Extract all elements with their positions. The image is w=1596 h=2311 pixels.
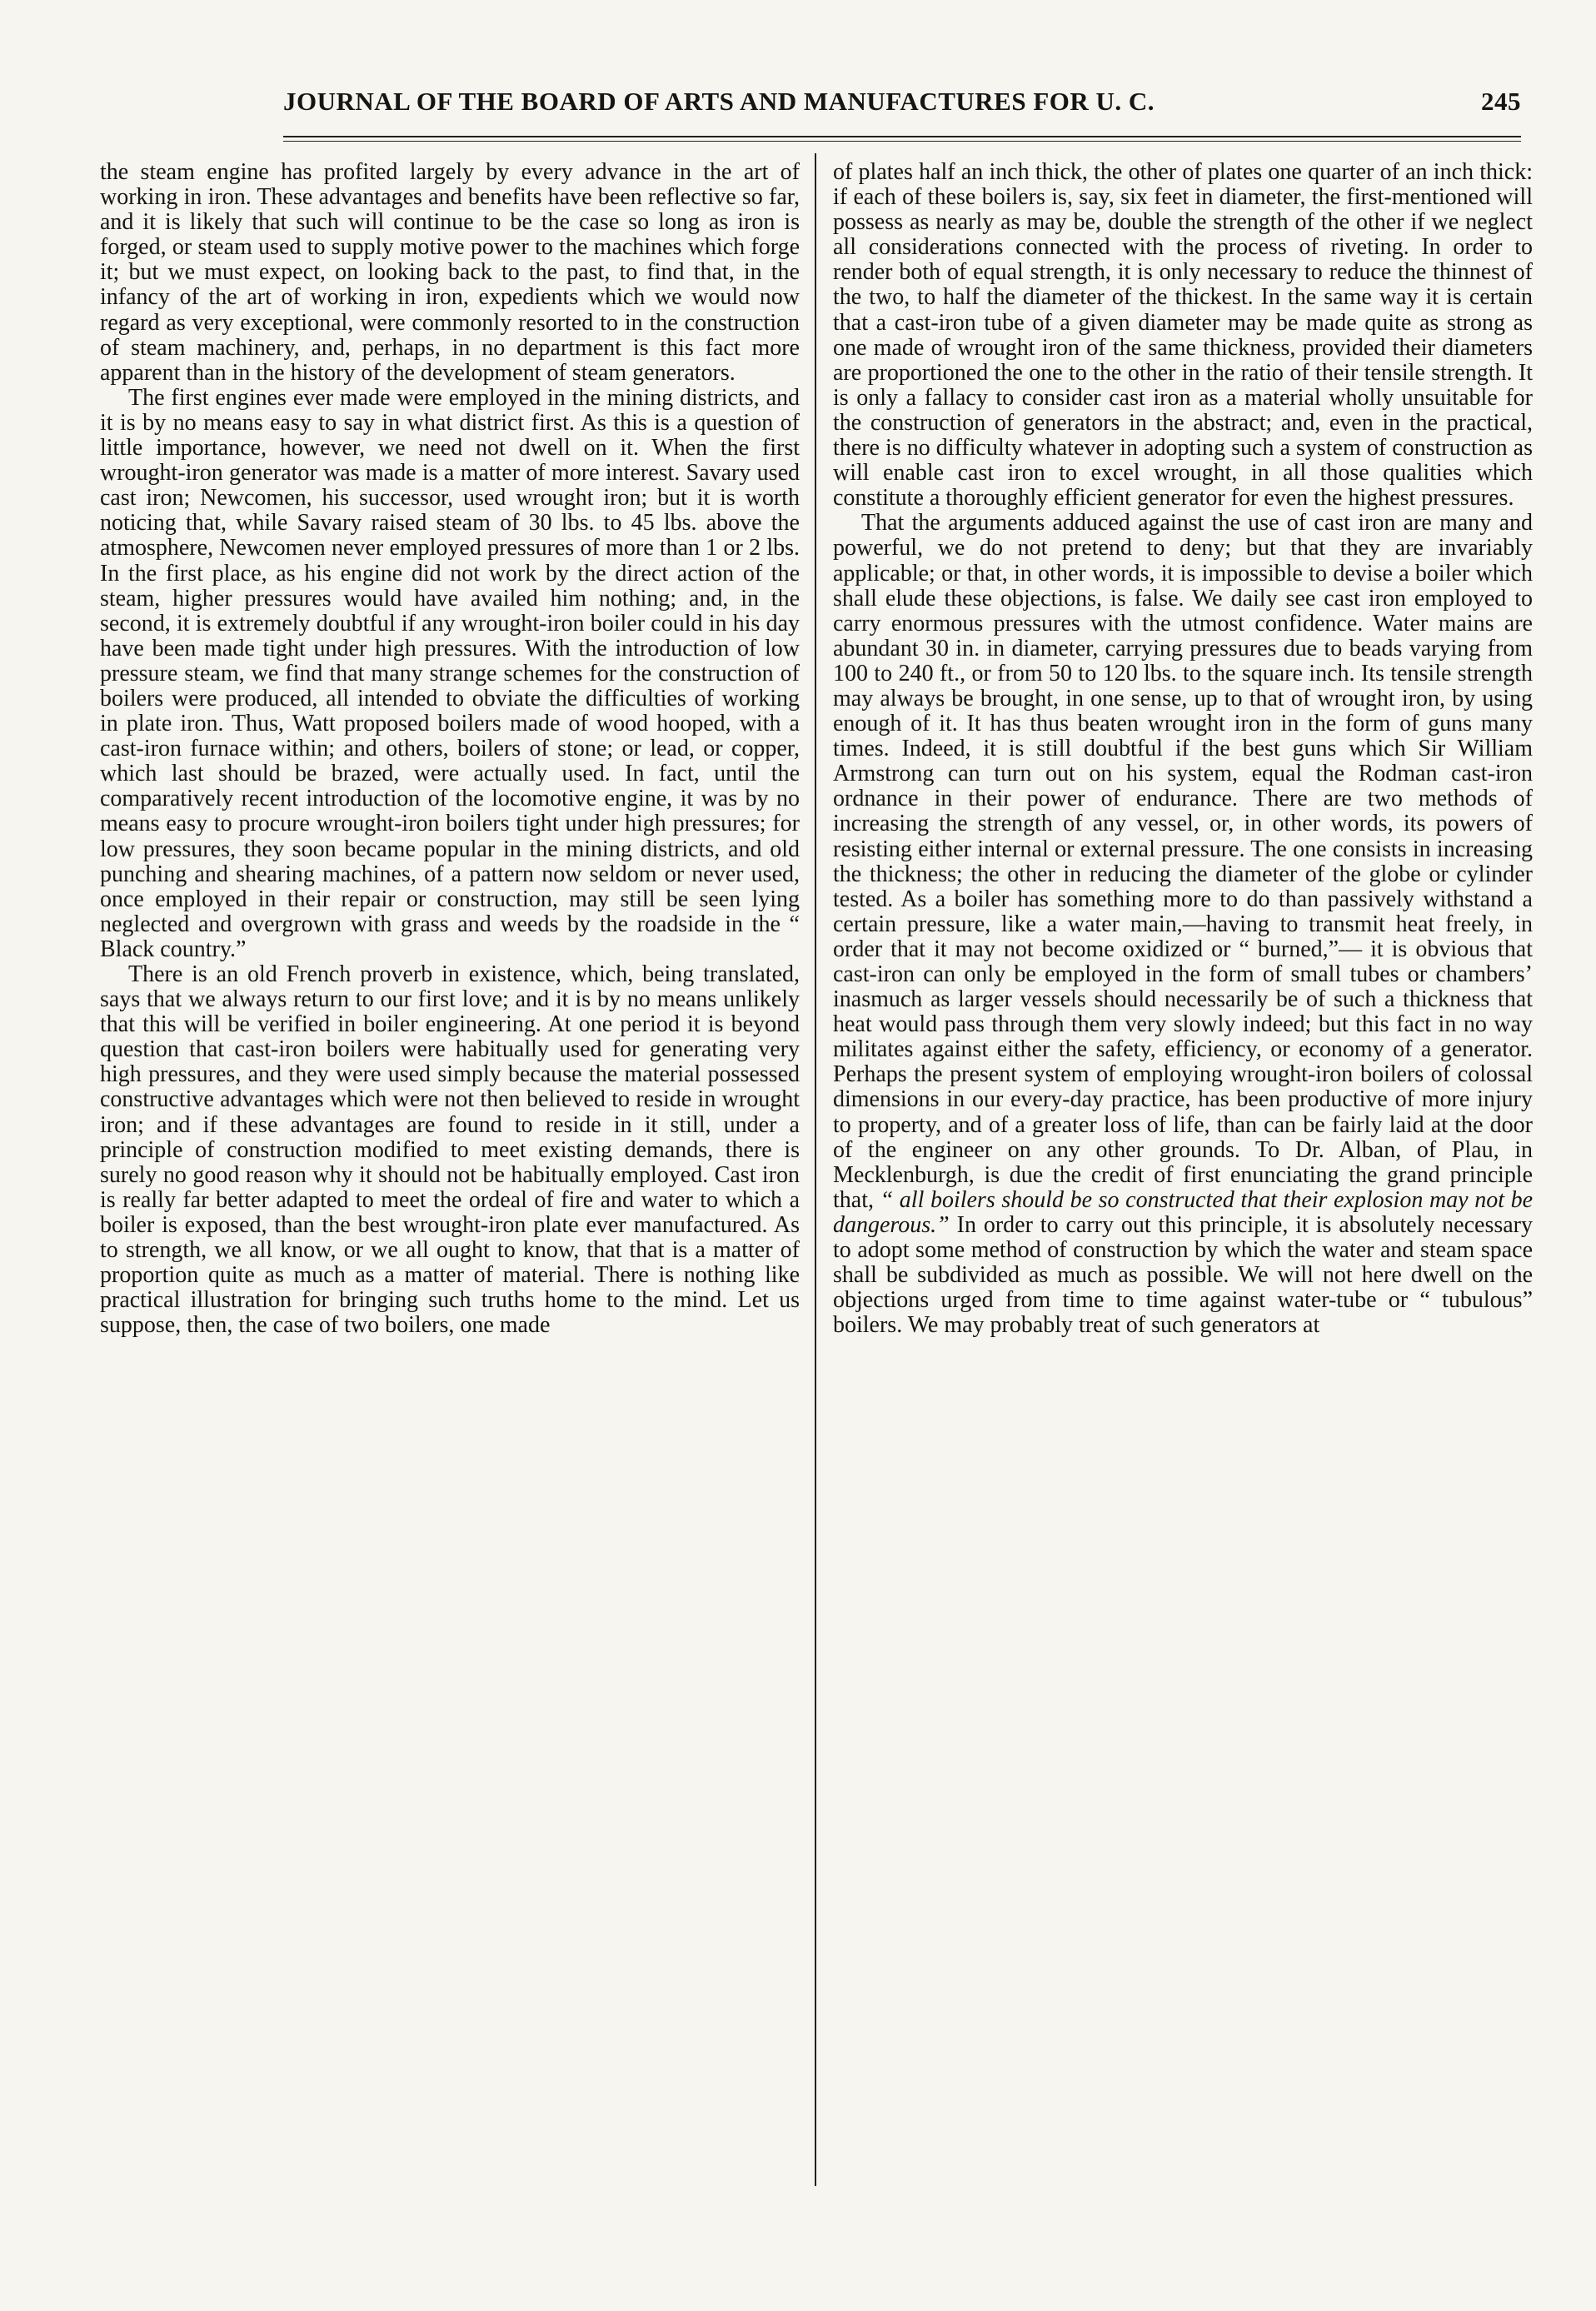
left-column bbox=[100, 160, 800, 1338]
journal-title: JOURNAL OF THE BOARD OF ARTS AND MANUFACTURES FOR U. C. bbox=[283, 87, 1155, 116]
paragraph-text: In order to carry out this principle, it is absolutely necessary to adopt some method of construction by which the water and steam space shall be subdivided as much as possible. We will not here dwell on the objections urged from time to time against water-tube or “ tubulous” boilers. We may probably treat of such generators at bbox=[833, 1211, 1534, 1339]
paragraph: The first engines ever made were employed in the mining districts, and it is by no means easy to say in what district first. As this is a question of little importance, however, we need not dwell on it. When the first wrought-iron generator was made is a matter of more interest. Savary used cast iron; Newcomen, his successor, used wrought iron; but it is worth noticing that, while Savary raised steam of 30 lbs. to 45 lbs. above the atmosphere, Newcomen never employed pressures of more than 1 or 2 lbs. In the first place, as his engine did not work by the direct action of the steam, higher pressures would have availed him nothing; and, in the second, it is extremely doubtful if any wrought-iron boiler could in his day have been made tight under high pressures. With the introduction of low pressure steam, we find that many strange schemes for the construction of boilers were produced, all intended to obviate the difficulties of working in plate iron. Thus, Watt proposed boilers made of wood hooped, with a cast-iron furnace within; and others, boilers of stone; or lead, or copper, which last should be brazed, were actually used. In fact, until the comparatively recent introduction of the locomotive engine, it was by no means easy to procure wrought-iron boilers tight under high pressures; for low pressures, they soon became popular in the mining districts, and old punching and shearing machines, of a pattern now seldom or never used, once employed in their repair or construction, may still be seen lying neglected and overgrown with grass and weeds by the roadside in the “ Black country.” bbox=[100, 384, 800, 962]
column-divider bbox=[815, 153, 816, 2186]
paragraph: There is an old French proverb in existence, which, being translated, says that we always return to our first love; and it is by no means unlikely that this will be verified in boiler engineering. At one period it is beyond question that cast-iron boilers were habitually used for generating very high pressures, and they were used simply because the material possessed constructive advantages which were not then believed to reside in wrought iron; and if these advantages are found to reside in it still, under a principle of construction modified to meet existing demands, there is surely no good reason why it should not be habitually employed. Cast iron is really far better adapted to meet the ordeal of fire and water to which a boiler is exposed, than the best wrought-iron plate ever manufactured. As to strength, we all know, or we all ought to know, that that is a matter of proportion quite as much as a matter of material. There is nothing like practical illustration for bringing such truths home to the mind. Let us suppose, then, the case of two boilers, one made bbox=[100, 961, 800, 1339]
paragraph: of plates half an inch thick, the other of plates one quarter of an inch thick: if each of these boilers is, say, six feet in diameter, the first-mentioned will possess as nearly as may be, double the strength of the other if we neglect all considerations connected with the process of riveting. In order to render both of equal strength, it is only necessary to reduce the thinnest of the two, to half the diameter of the thickest. In the same way it is certain that a cast-iron tube of a given diameter may be made quite as strong as one made of wrought iron of the same thickness, provided their diameters are proportioned the one to the other in the ratio of their tensile strength. It is only a fallacy to consider cast iron as a material wholly unsuitable for the construction of generators in the abstract; and, even in the practical, there is no difficulty whatever in adopting such a system of construction as will enable cast iron to excel wrought, in all those qualities which constitute a thoroughly efficient generator for even the highest pressures. bbox=[833, 159, 1533, 512]
paragraph-text: That the arguments adduced against the use of cast iron are many and powerful, we do not pretend to deny; but that they are invariably applicable; or that, in other words, it is impossible to devise a boiler which shall elude these objections, is false. We daily see cast iron employed to carry enormous pressures with the utmost confidence. Water mains are abundant 30 in. in diameter, carrying pressures due to beads varying from 100 to 240 ft., or from 50 to 120 lbs. to the square inch. Its tensile strength may always be brought, in one sense, up to that of wrought iron, by using enough of it. It has thus beaten wrought iron in the form of guns many times. Indeed, it is still doubtful if the best guns which Sir William Armstrong can turn out on his system, equal the Rodman cast-iron ordnance in their power of endurance. There are two methods of increasing the strength of any vessel, or, in other words, its powers of resisting either internal or external pressure. The one consists in increasing the thickness; the other in reducing the diameter of the globe or cylinder tested. As a boiler has something more to do than passively withstand a certain pressure, like a water main,—having to transmit heat freely, in order that it may not become oxidized or “ burned,”— it is obvious that cast-iron can only be employed in the form of small tubes or chambers’ inasmuch as larger vessels should necessarily be of such a thickness that heat would pass through them very slowly indeed; but this fact in no way militates against either the safety, efficiency, or economy of a generator. Perhaps the present system of employing wrought-iron boilers of colossal dimensions in our every-day practice, has been productive of more injury to property, and of a greater loss of life, than can be fairly laid at the door of the engineer on any other grounds. To Dr. Alban, of Plau, in Mecklenburgh, is due the credit of first enunciating the grand principle that, bbox=[833, 510, 1533, 1213]
right-column bbox=[833, 160, 1533, 1338]
quoted-principle: “ all boilers should be so constructed that their explosion may not be dangerous.” bbox=[833, 1186, 1534, 1238]
header-rule bbox=[283, 136, 1521, 137]
running-header bbox=[283, 87, 1521, 123]
paragraph bbox=[833, 511, 1533, 1338]
paragraph: the steam engine has profited largely by every advance in the art of working in iron. These advantages and benefits have been reflective so far, and it is likely that such will continue to be the case so long as iron is forged, or steam used to supply motive power to the machines which forge it; but we must expect, on looking back to the past, to find that, in the infancy of the art of working in iron, expedients which we would now regard as very exceptional, were commonly resorted to in the construction of steam machinery, and, perhaps, in no department is this fact more apparent than in the history of the development of steam generators. bbox=[100, 159, 800, 386]
page-number: 245 bbox=[1481, 87, 1521, 116]
header-rule-thin bbox=[283, 141, 1521, 142]
